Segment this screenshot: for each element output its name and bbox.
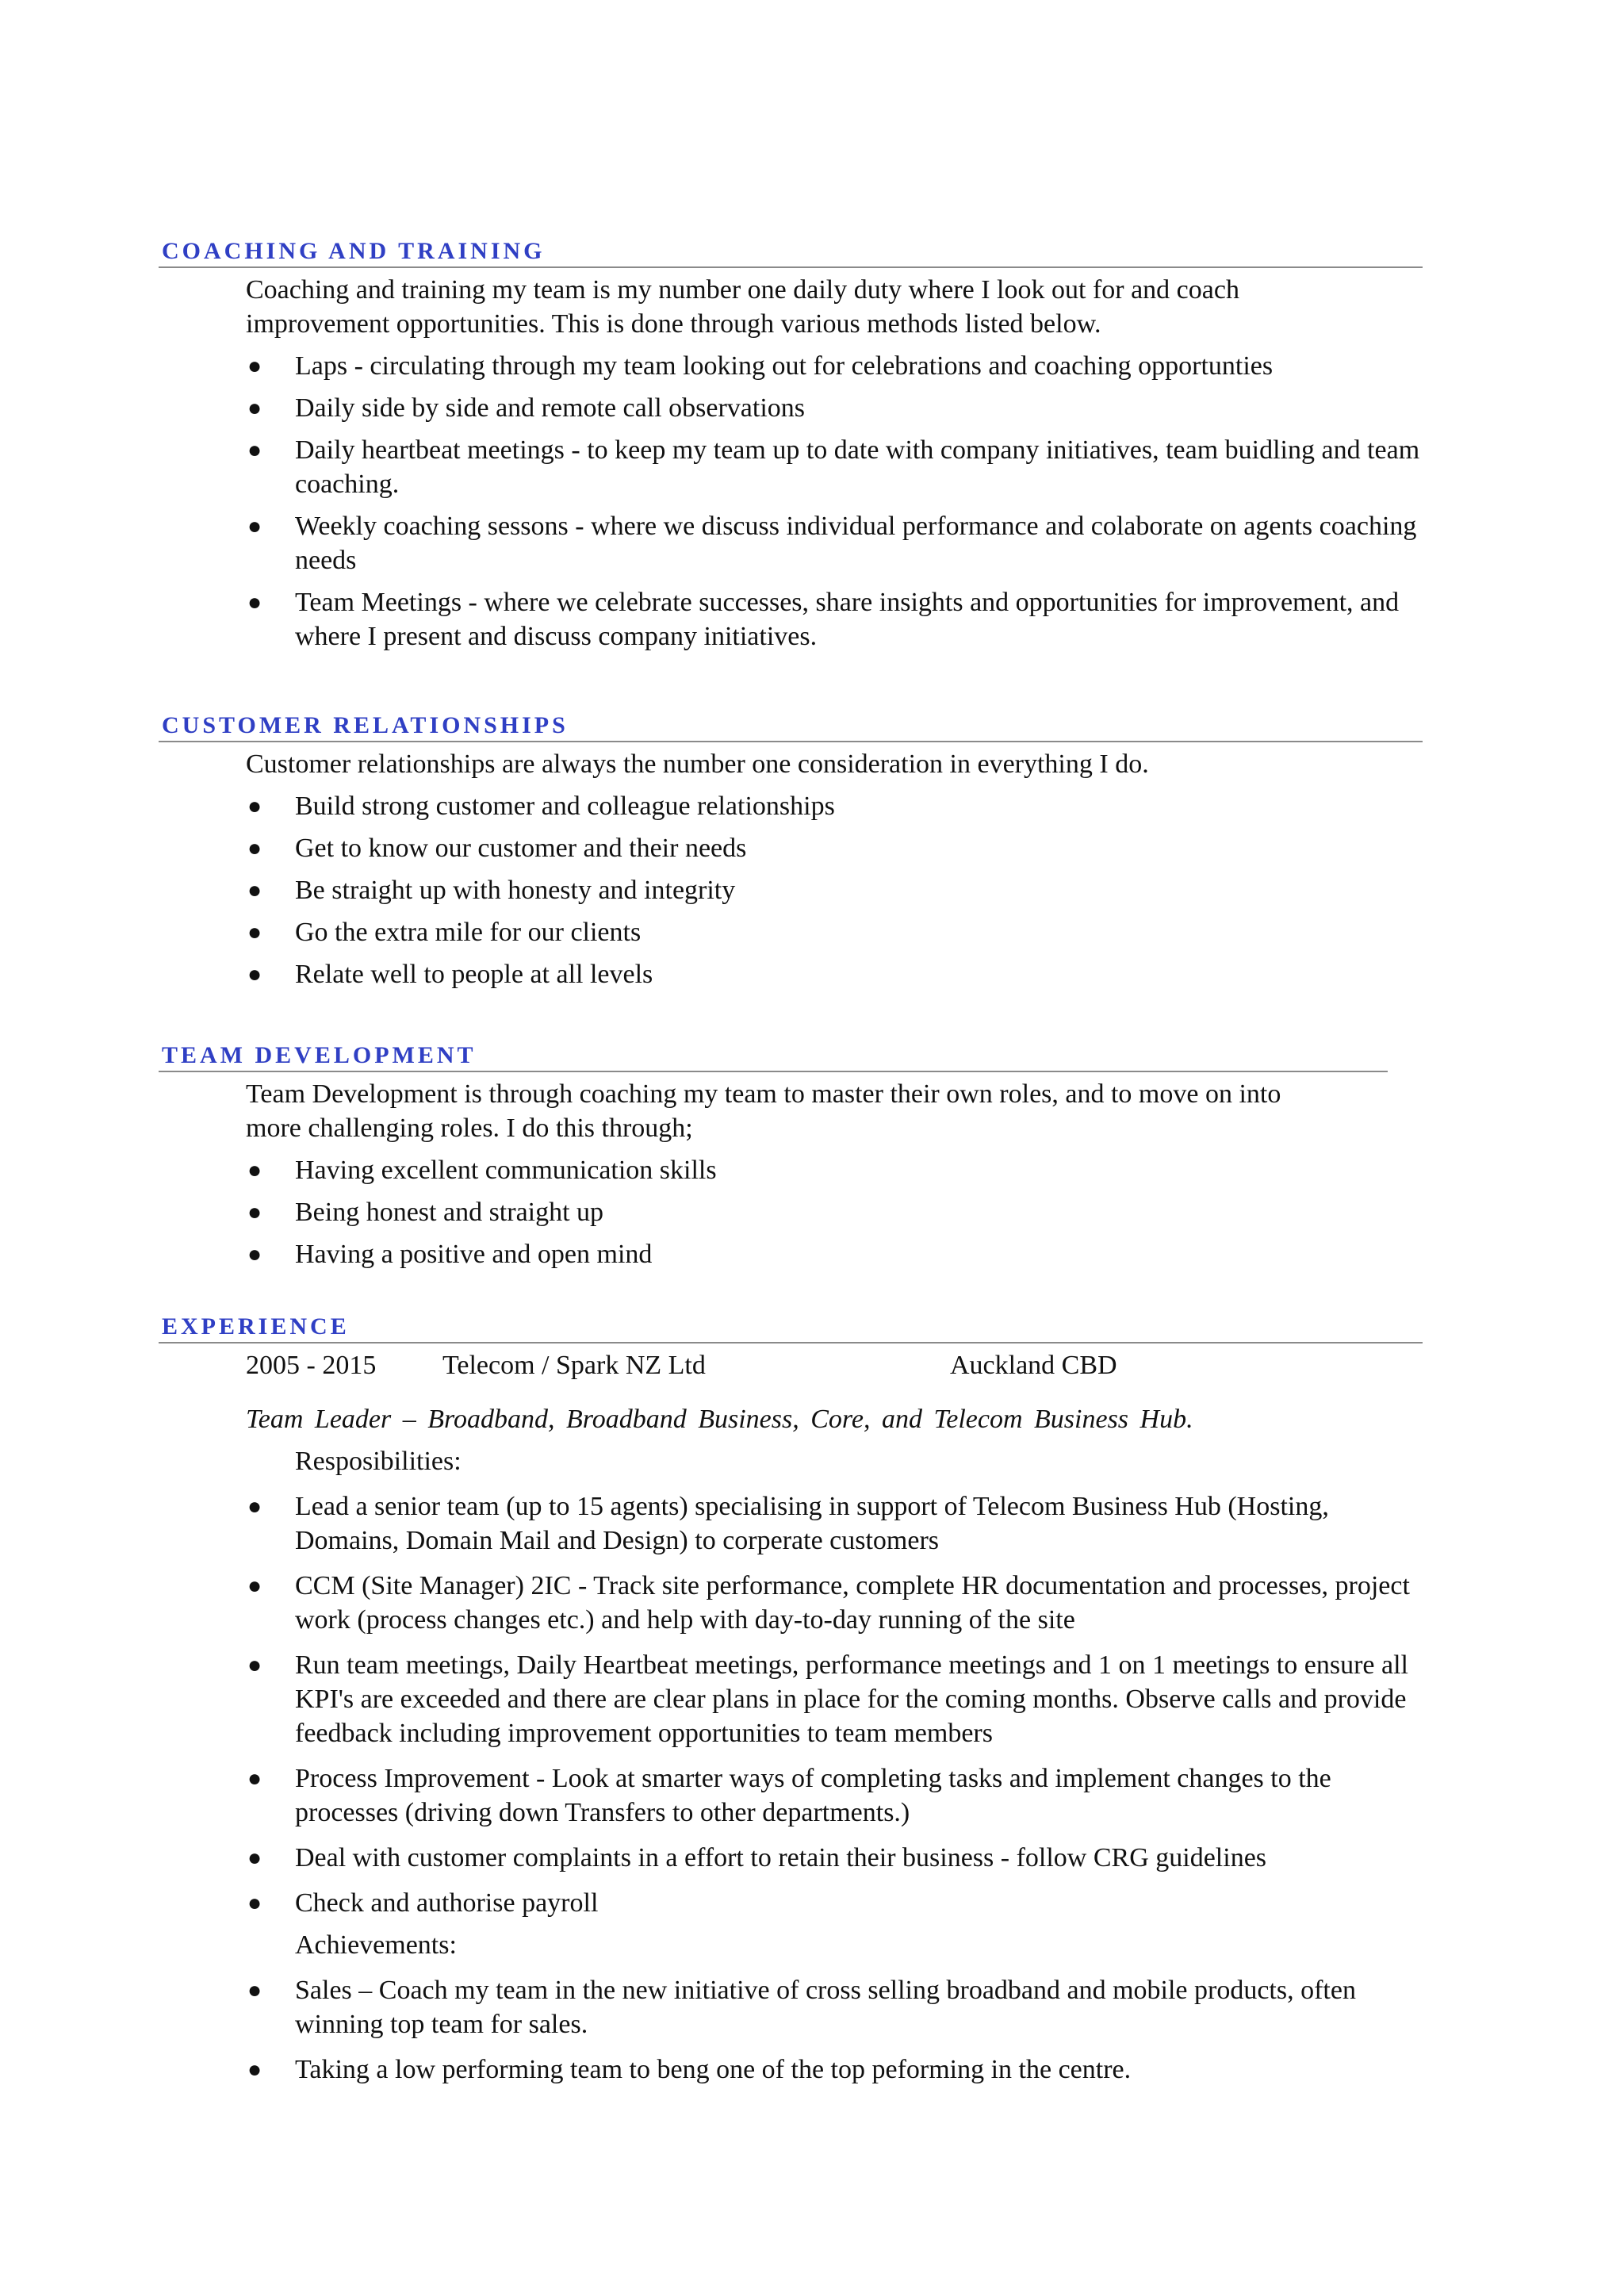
bullet-icon: ● bbox=[247, 835, 262, 861]
job-header-row bbox=[159, 1347, 1423, 1385]
customer-relationships-section bbox=[159, 711, 1423, 991]
list-item bbox=[159, 1648, 1421, 1750]
list-item-text: Run team meetings, Daily Heartbeat meetings, performance meetings and 1 on 1 meetings to ensure all KPI's are exceeded and there are clear plans in place for the coming months. Observe calls and provide feedback including improvement opportunities to team members bbox=[295, 1650, 1408, 1748]
list-item bbox=[159, 585, 1421, 654]
bullet-icon: ● bbox=[247, 1157, 262, 1183]
bullet-icon: ● bbox=[247, 589, 262, 615]
list-item-text: Taking a low performing team to beng one of the top peforming in the centre. bbox=[295, 2055, 1132, 2084]
section-title-customer: CUSTOMER RELATIONSHIPS bbox=[159, 711, 1423, 742]
list-item-text: Relate well to people at all levels bbox=[295, 960, 653, 989]
section-title-team: TEAM DEVELOPMENT bbox=[159, 1041, 1388, 1072]
experience-section bbox=[159, 1312, 1423, 2087]
list-item bbox=[159, 915, 1421, 949]
list-item-text: Weekly coaching sessons - where we discuss individual performance and colaborate on agents coaching needs bbox=[295, 512, 1417, 575]
bullet-icon: ● bbox=[247, 793, 262, 819]
coaching-intro: Coaching and training my team is my number one daily duty where I look out for and coach improvement opportunities. This is done through various methods listed below. bbox=[246, 275, 1239, 339]
list-item bbox=[159, 1195, 1421, 1229]
section-title-coaching: COACHING AND TRAINING bbox=[159, 236, 1423, 268]
list-item-text: Daily heartbeat meetings - to keep my team up to date with company initiatives, team buidling and team coaching. bbox=[295, 435, 1420, 499]
achievements-list bbox=[159, 1973, 1423, 2087]
list-item-text: Process Improvement - Look at smarter ways of completing tasks and implement changes to the processes (driving down Transfers to other departments.) bbox=[295, 1764, 1331, 1827]
list-item bbox=[159, 957, 1421, 991]
customer-list bbox=[159, 789, 1423, 991]
team-development-section bbox=[159, 1041, 1388, 1271]
list-item-text: Having a positive and open mind bbox=[295, 1240, 653, 1269]
list-item bbox=[159, 1761, 1421, 1830]
list-item bbox=[159, 1237, 1421, 1271]
list-item bbox=[159, 433, 1421, 501]
list-item bbox=[159, 391, 1421, 425]
coaching-list bbox=[159, 349, 1423, 654]
list-item bbox=[159, 1841, 1421, 1875]
team-list bbox=[159, 1153, 1388, 1271]
bullet-icon: ● bbox=[247, 961, 262, 987]
bullet-icon: ● bbox=[247, 437, 262, 463]
list-item bbox=[159, 873, 1421, 907]
list-item bbox=[159, 1886, 1421, 1920]
list-item-text: Laps - circulating through my team looking out for celebrations and coaching opportunties bbox=[295, 351, 1274, 381]
list-item bbox=[159, 1153, 1421, 1187]
list-item-text: Check and authorise payroll bbox=[295, 1888, 599, 1918]
section-title-experience: EXPERIENCE bbox=[159, 1312, 1423, 1343]
bullet-icon: ● bbox=[247, 877, 262, 903]
list-item-text: Build strong customer and colleague relationships bbox=[295, 792, 835, 821]
list-item bbox=[159, 1489, 1421, 1558]
bullet-icon: ● bbox=[247, 513, 262, 539]
bullet-icon: ● bbox=[247, 2056, 262, 2083]
list-item-text: CCM (Site Manager) 2IC - Track site performance, complete HR documentation and processes, project work (process changes etc.) and help with day-to-day running of the site bbox=[295, 1571, 1410, 1635]
bullet-icon: ● bbox=[247, 919, 262, 945]
job-location: Auckland CBD bbox=[950, 1351, 1117, 1380]
customer-intro: Customer relationships are always the number one consideration in everything I do. bbox=[246, 749, 1149, 779]
list-item-text: Be straight up with honesty and integrity bbox=[295, 876, 736, 905]
list-item-text: Team Meetings - where we celebrate successes, share insights and opportunities for improvement, and where I present and discuss company initiatives. bbox=[295, 588, 1400, 651]
list-item bbox=[159, 509, 1421, 577]
bullet-icon: ● bbox=[247, 1652, 262, 1678]
list-item-text: Get to know our customer and their needs bbox=[295, 834, 747, 863]
list-item-text: Being honest and straight up bbox=[295, 1198, 604, 1227]
coaching-training-section bbox=[159, 236, 1423, 654]
list-item-text: Daily side by side and remote call observations bbox=[295, 393, 805, 423]
team-intro: Team Development is through coaching my team to master their own roles, and to move on into more challenging roles. I do this through; bbox=[246, 1079, 1281, 1143]
list-item-text: Deal with customer complaints in a effort to retain their business - follow CRG guidelines bbox=[295, 1843, 1267, 1872]
bullet-icon: ● bbox=[247, 1845, 262, 1871]
achievements-label: Achievements: bbox=[295, 1930, 457, 1960]
bullet-icon: ● bbox=[247, 1241, 262, 1267]
responsibilities-label: Resposibilities: bbox=[295, 1447, 462, 1476]
bullet-icon: ● bbox=[247, 1765, 262, 1792]
job-years: 2005 - 2015 bbox=[246, 1351, 377, 1380]
bullet-icon: ● bbox=[247, 1573, 262, 1599]
bullet-icon: ● bbox=[247, 1493, 262, 1520]
bullet-icon: ● bbox=[247, 353, 262, 379]
list-item bbox=[159, 2053, 1421, 2087]
list-item-text: Sales – Coach my team in the new initiative of cross selling broadband and mobile products, often winning top team for sales. bbox=[295, 1976, 1356, 2039]
list-item bbox=[159, 789, 1421, 823]
bullet-icon: ● bbox=[247, 1199, 262, 1225]
bullet-icon: ● bbox=[247, 1890, 262, 1916]
list-item bbox=[159, 349, 1421, 383]
job-title: Team Leader – Broadband, Broadband Business, Core, and Telecom Business Hub. bbox=[246, 1405, 1193, 1434]
bullet-icon: ● bbox=[247, 1977, 262, 2003]
list-item bbox=[159, 831, 1421, 865]
bullet-icon: ● bbox=[247, 395, 262, 421]
list-item-text: Lead a senior team (up to 15 agents) specialising in support of Telecom Business Hub (Hosting, Domains, Domain Mail and Design) to corperate customers bbox=[295, 1492, 1329, 1555]
list-item-text: Go the extra mile for our clients bbox=[295, 918, 642, 947]
list-item bbox=[159, 1569, 1421, 1637]
job-company: Telecom / Spark NZ Ltd bbox=[442, 1351, 706, 1380]
list-item-text: Having excellent communication skills bbox=[295, 1156, 717, 1185]
responsibilities-list bbox=[159, 1489, 1423, 1920]
list-item bbox=[159, 1973, 1421, 2041]
